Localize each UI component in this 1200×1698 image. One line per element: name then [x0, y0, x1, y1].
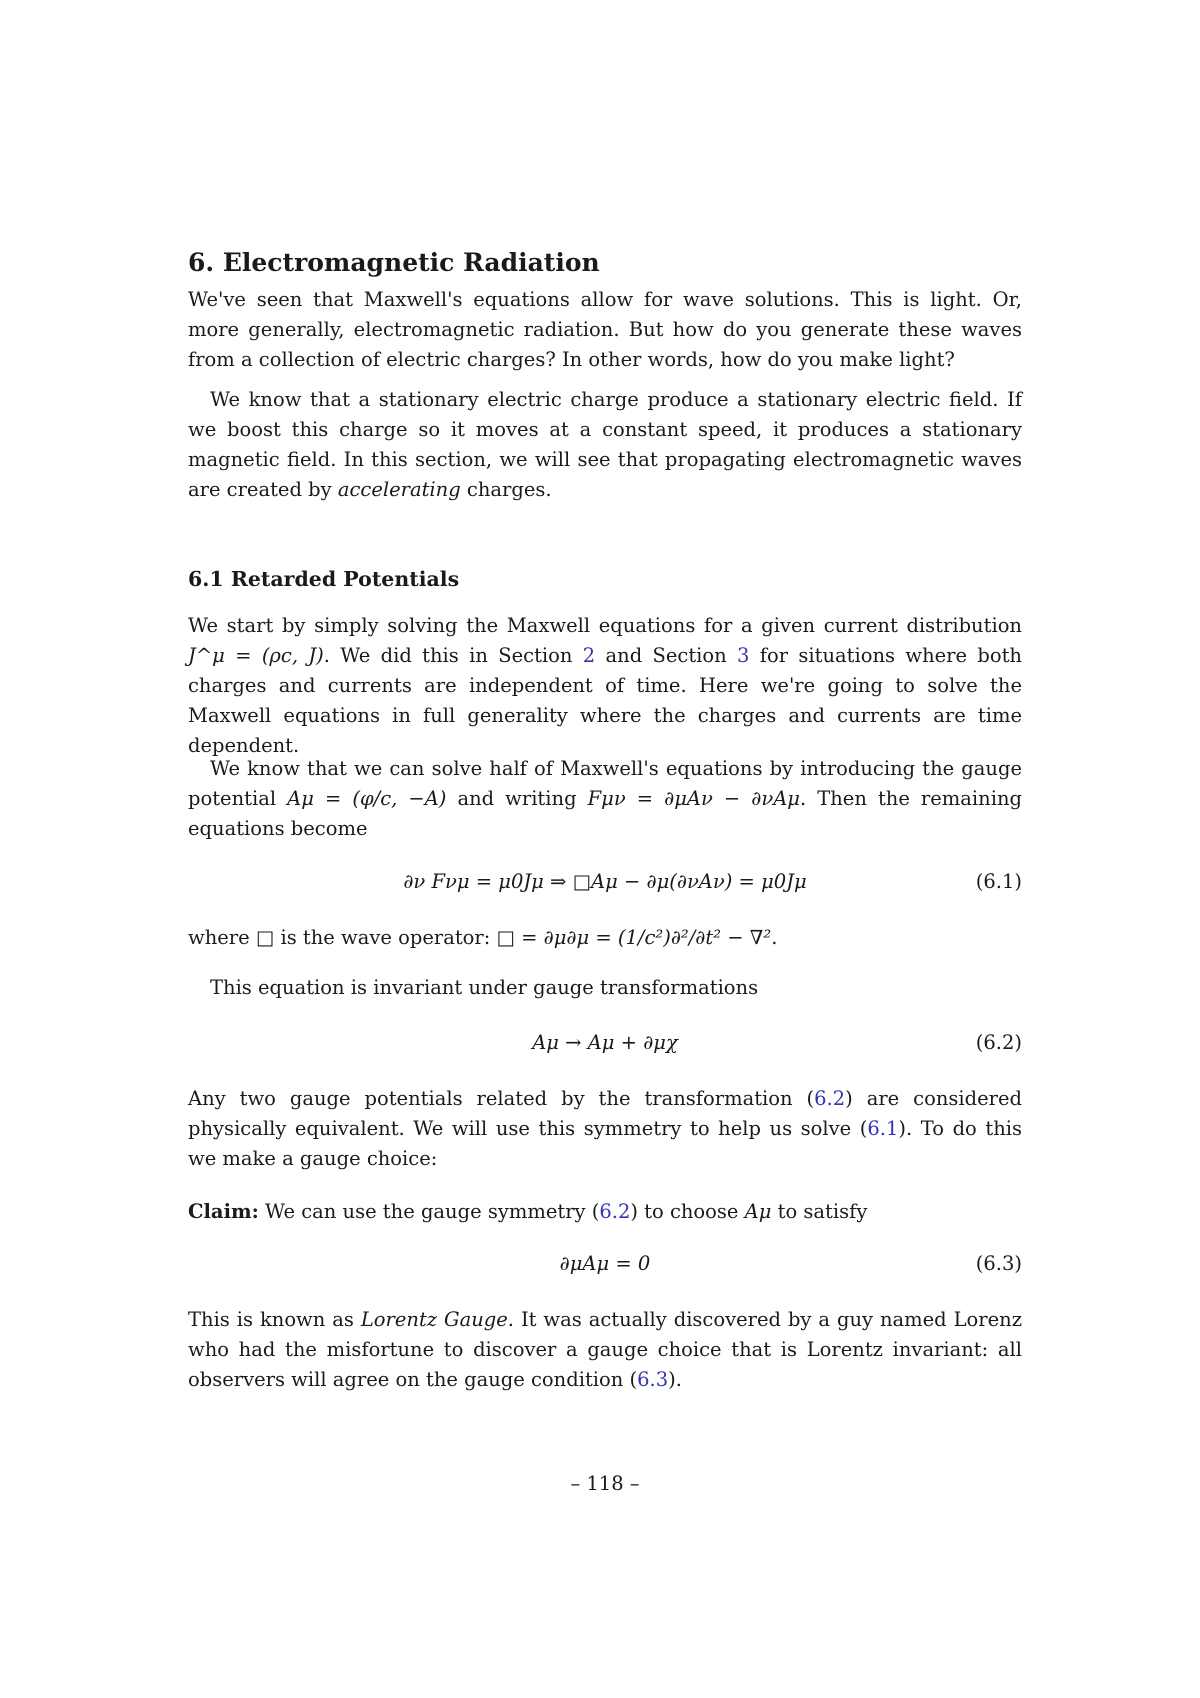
paragraph-invariance: This equation is invariant under gauge transformations — [210, 976, 759, 999]
equation-6-2 — [188, 1031, 1022, 1063]
paragraph-claim — [188, 1197, 1022, 1227]
p4-text-b: and writing — [446, 787, 588, 810]
claim-text-c: to satisfy — [771, 1200, 868, 1223]
claim-math: Aμ — [744, 1200, 772, 1223]
claim-text-a: We can use the gauge symmetry ( — [258, 1200, 600, 1223]
intro-p2-tail: charges. — [460, 478, 552, 501]
emphasis-lorentz-gauge: Lorentz Gauge. — [360, 1308, 514, 1331]
equation-6-2-number: (6.2) — [975, 1031, 1022, 1054]
paragraph-gauge-equivalence — [188, 1084, 1022, 1174]
paragraph-lorentz-gauge — [188, 1305, 1022, 1395]
p3-text-a: We start by simply solving the Maxwell equations for a given current distribution — [188, 614, 1022, 637]
section-number: 6. — [188, 248, 215, 277]
p8-text-a: This is known as — [188, 1308, 361, 1331]
p3-text-d: for situations where both charges and currents are independent of time. Here we're going to solve the Maxwell equations in full generality where the charges and currents are time dependent. — [188, 644, 1022, 757]
paragraph-gauge-potential — [188, 754, 1022, 844]
equation-6-3-number: (6.3) — [975, 1252, 1022, 1275]
p3-text-b: . We did this in Section — [323, 644, 583, 667]
p5-text-a: where □ is the wave operator: — [188, 926, 497, 949]
page-number: – 118 – — [570, 1472, 640, 1495]
paragraph-wave-operator — [188, 923, 1022, 953]
claim-label: Claim: — [188, 1200, 259, 1223]
equation-6-2-body: Aμ → Aμ + ∂μχ — [532, 1031, 678, 1054]
ref-section-2[interactable]: 2 — [582, 644, 596, 667]
subsection-title-text: Retarded Potentials — [230, 567, 460, 591]
p8-text-c: ). — [668, 1368, 682, 1391]
p4-text-a: We know that we can solve half of Maxwell's equations by introducing the gauge potential — [188, 757, 1022, 810]
equation-6-1-number: (6.1) — [975, 870, 1022, 893]
ref-eq-6-2[interactable]: 6.2 — [814, 1087, 846, 1110]
intro-paragraph-1: We've seen that Maxwell's equations allow for wave solutions. This is light. Or, more generally, electromagnetic radiation. But how do you generate these waves from a collection of electric charges? In other words, how do you make light? — [188, 288, 1022, 371]
p4-math-field-strength: Fμν = ∂μAν − ∂νAμ — [587, 787, 800, 810]
ref-eq-6-2-claim[interactable]: 6.2 — [599, 1200, 631, 1223]
p5-text-b: . — [771, 926, 778, 949]
emphasis-accelerating: accelerating — [337, 478, 461, 501]
p7-text-b: ) are considered physically equivalent. We will use this symmetry to help us solve ( — [188, 1087, 1023, 1140]
ref-eq-6-1[interactable]: 6.1 — [867, 1117, 899, 1140]
p4-math-potential: Aμ = (φ/c, −A) — [287, 787, 447, 810]
section-title-text: Electromagnetic Radiation — [222, 248, 600, 277]
equation-6-1 — [188, 870, 1022, 902]
p7-text-c: ). To do this we make a gauge choice: — [188, 1117, 1022, 1170]
equation-6-1-body: ∂ν Fνμ = μ0Jμ ⇒ □Aμ − ∂μ(∂νAν) = μ0Jμ — [403, 870, 807, 893]
p5-math-wave-operator: □ = ∂μ∂μ = (1/c²)∂²/∂t² − ∇² — [496, 926, 772, 949]
intro-paragraph-2 — [188, 385, 1022, 505]
p3-math-current: J^μ = (ρc, J) — [188, 644, 324, 667]
p4-text-c: . Then the remaining equations become — [188, 787, 1022, 840]
ref-eq-6-3[interactable]: 6.3 — [637, 1368, 669, 1391]
ref-section-3[interactable]: 3 — [737, 644, 750, 667]
claim-text-b: ) to choose — [630, 1200, 745, 1223]
intro-p2-text: We know that a stationary electric charge produce a stationary electric field. If we boost this charge so it moves at a constant speed, it produces a stationary magnetic field. In this section, we will see that propagating electromagnetic waves are created by — [188, 388, 1022, 501]
p3-text-c: and Section — [595, 644, 738, 667]
equation-6-3-body: ∂μAμ = 0 — [559, 1252, 651, 1275]
section-title — [188, 248, 600, 277]
equation-6-3 — [188, 1252, 1022, 1284]
subsection-number: 6.1 — [188, 567, 224, 591]
subsection-title — [188, 567, 459, 591]
p7-text-a: Any two gauge potentials related by the transformation ( — [188, 1087, 815, 1110]
p8-text-b: It was actually discovered by a guy named Lorenz who had the misfortune to discover a gauge choice that is Lorentz invariant: all observers will agree on the gauge condition ( — [188, 1308, 1022, 1391]
paragraph-current-distribution — [188, 611, 1022, 761]
